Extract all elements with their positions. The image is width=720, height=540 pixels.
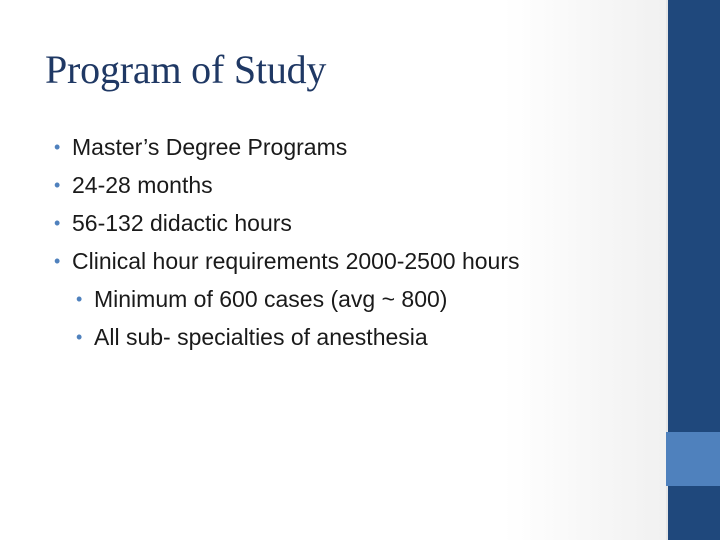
bullet-icon: • <box>76 289 83 309</box>
bullet-item <box>54 133 614 162</box>
bullet-item <box>54 171 614 200</box>
bullet-item <box>54 247 602 276</box>
bullet-text: 24-28 months <box>72 172 213 198</box>
band-accent-block <box>666 432 720 486</box>
slide-title: Program of Study <box>45 47 327 92</box>
sub-bullet-item <box>76 323 614 352</box>
bullet-item <box>54 209 614 238</box>
bullet-icon: • <box>54 251 61 271</box>
bullet-list <box>54 133 614 361</box>
bullet-text: Master’s Degree Programs <box>72 134 348 160</box>
bullet-text: Clinical hour requirements 2000-2500 hours <box>72 248 520 274</box>
bullet-icon: • <box>54 175 61 195</box>
bullet-icon: • <box>54 213 61 233</box>
side-decorative-band <box>666 0 720 540</box>
bullet-icon: • <box>54 137 61 157</box>
bullet-text: Minimum of 600 cases (avg ~ 800) <box>94 286 448 312</box>
bullet-icon: • <box>76 327 83 347</box>
bullet-text: 56-132 didactic hours <box>72 210 292 236</box>
sub-bullet-item <box>76 285 614 314</box>
bullet-text: All sub- specialties of anesthesia <box>94 324 428 350</box>
